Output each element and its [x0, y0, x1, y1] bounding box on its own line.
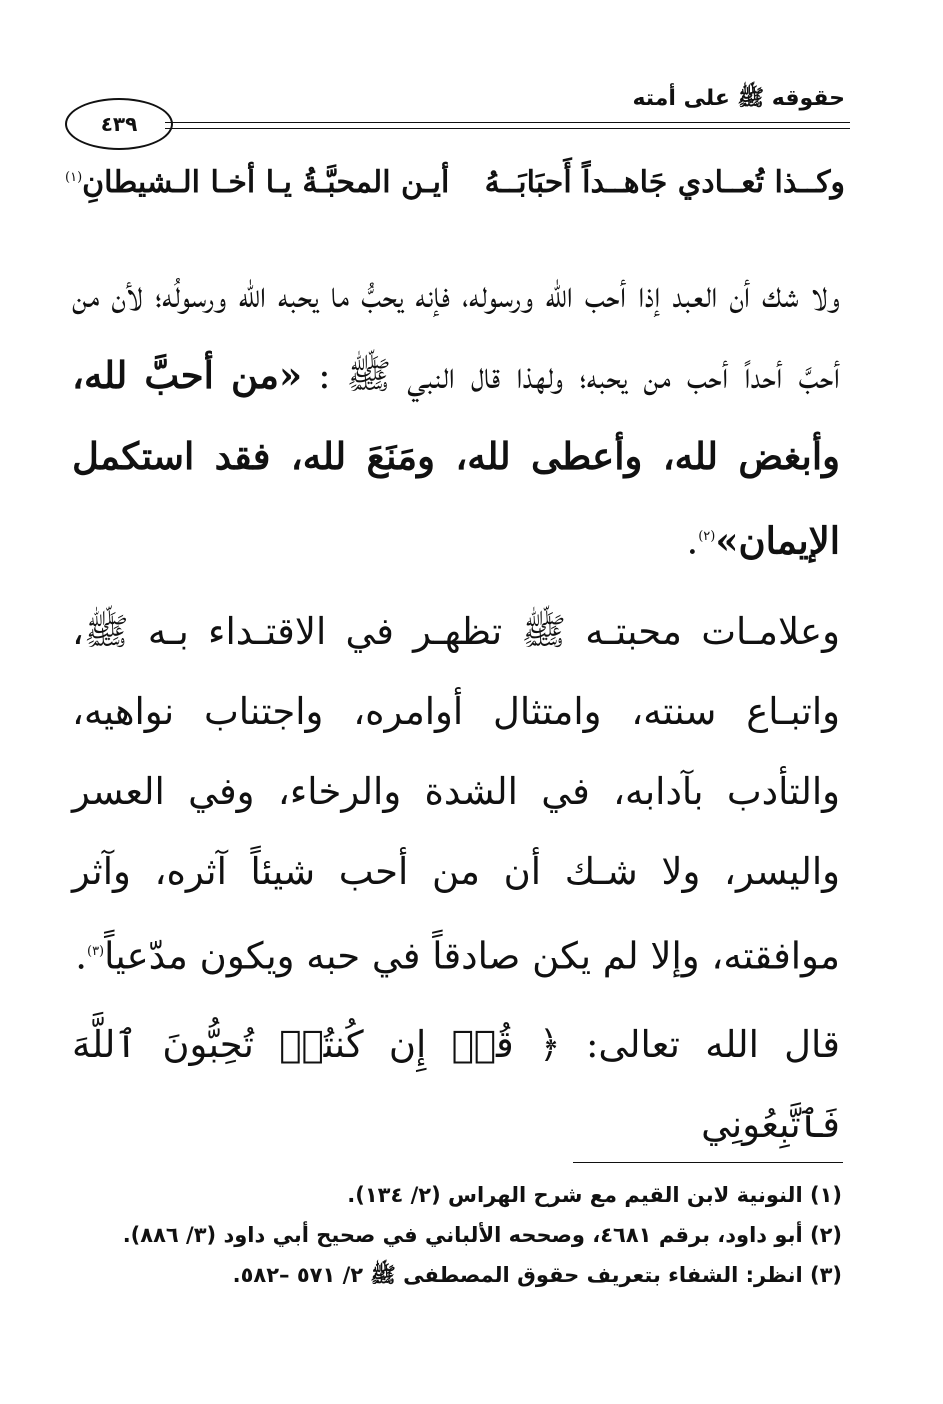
paragraph-2-text: وعلامـات محبتـه ﷺ تظهـر في الاقتـداء بـه ﷺ، واتبـاع سنته، وامتثال أوامره، واجتناب نواهيه، والتأدب بآدابه، في الشدة والرخاء، وفي العسر واليسر، ولا شـك أن من أحب شيئاً آثره، وآثر موافقته، وإلا لم يكن صادقاً في حبه ويكون مدّعياً: [72, 610, 840, 978]
paragraph-1-end: .: [686, 519, 699, 563]
footnote-1: (١) النونية لابن القيم مع شرح الهراس (٢/ ١٣٤).: [347, 1183, 842, 1207]
verse-first-hemistich: وكــذا تُعــادي جَاهــداً أَحبَابَــهُ: [484, 165, 845, 200]
footnote-separator: [573, 1162, 843, 1163]
verse-second-hemistich: [65, 165, 449, 200]
footnote-marker-3: (٣): [86, 944, 105, 959]
paragraph-signs-of-love: [72, 592, 840, 996]
header-rule-top: [165, 122, 850, 123]
paragraph-1-text: ولا شك أن العبد إذا أحب الله ورسوله، فإنه يحبُّ ما يحبه الله ورسولُه؛ لأن من أحبَّ أحداً أحب من يحبه؛ ولهذا قال النبي ﷺ :: [72, 273, 840, 397]
paragraph-2-end: .: [75, 934, 87, 978]
footnote-2: (٢) أبو داود، برقم ٤٦٨١، وصححه الألباني في صحيح أبي داود (٣/ ٨٨٦).: [122, 1223, 842, 1247]
hadith-quote: «من أحبَّ لله، وأبغض لله، وأعطى لله، ومَنَعَ لله، فقد استكمل الإيمان»: [72, 353, 840, 563]
paragraph-love-of-god: [72, 255, 840, 581]
page-number-frame: [65, 98, 173, 150]
page-header: [65, 80, 850, 150]
paragraph-3-text: قال الله تعالى: ﴿ قُلۡ إِن كُنتُمۡ تُحِبُّونَ ٱللَّهَ فَٱتَّبِعُونِي: [72, 1023, 840, 1146]
poetry-verse: [65, 165, 850, 215]
footnote-marker-1: (١): [65, 170, 83, 185]
footnotes: [72, 1175, 842, 1295]
verse-second-hemistich-text: أيـن المحبَّـةُ يـا أخـا الـشيطانِ: [82, 165, 450, 200]
header-rule-bottom: [165, 128, 850, 129]
footnote-3: (٣) انظر: الشفاء بتعريف حقوق المصطفى ﷺ ٢/ ٥٧١ –٥٨٢.: [232, 1263, 842, 1287]
paragraph-quran-verse: [72, 1005, 840, 1165]
page-number: ٤٣٩: [100, 112, 138, 136]
footnote-marker-2: (٢): [698, 529, 716, 544]
running-title: حقوقه ﷺ على أمته: [632, 86, 845, 111]
